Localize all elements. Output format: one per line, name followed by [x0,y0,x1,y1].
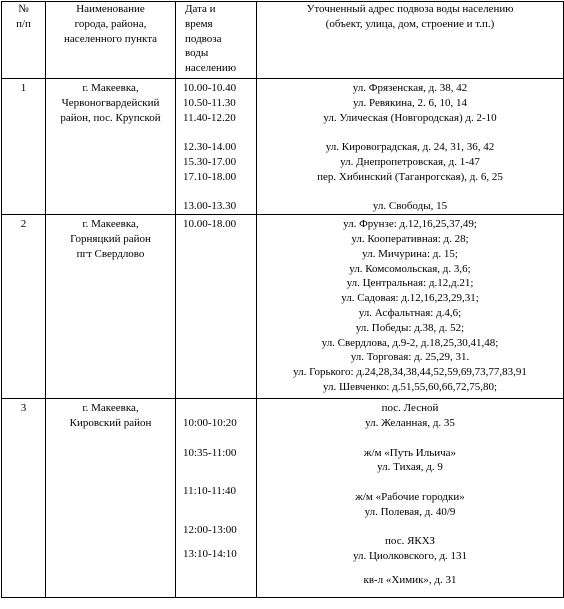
address-line: ул. Торговая: д. 25,29, 31. [350,351,470,364]
header-address [257,2,564,79]
time-slot: 11.40-12.20 [183,111,236,124]
address-line: ул. Комсомольская, д. 3,6; [349,262,471,275]
spacer [257,125,563,140]
spacer [257,520,563,535]
header-num-line: п/п [16,17,31,30]
time-slot: 10.00-18.00 [183,218,237,231]
time-slot: 10.50-11.30 [183,96,236,109]
place-line: пгт Свердлово [76,247,145,260]
address-line: ул. Мичурина: д. 15; [362,247,458,260]
row-addresses [257,215,564,399]
table-row [2,79,564,215]
address-line: ул. Циолковского, д. 131 [352,550,468,563]
header-num [2,2,46,79]
row-place [46,399,176,598]
address-line: ул. Желанная, д. 35 [365,416,455,429]
header-row [2,2,564,79]
header-address-line: (объект, улица, дом, строение и т.п.) [325,17,495,30]
spacer [183,538,256,547]
address-line: ул. Тихая, д. 9 [377,461,443,474]
address-line: кв-л «Химик», д. 31 [363,573,457,586]
spacer [257,431,563,446]
address-line: пос. ЯКХЗ [385,535,435,548]
address-line: ул. Улическая (Новгородская) д. 2-10 [323,111,497,124]
spacer [183,401,256,416]
header-place [46,2,176,79]
spacer [183,185,256,200]
address-line: ул. Шевченко: д.51,55,60,66,72,75,80; [322,380,498,393]
header-place-line: города, района, [74,17,147,30]
row-place [46,79,176,215]
time-slot: 10:00-10:20 [183,416,237,429]
header-date-line: населению [185,62,237,75]
place-line: г. Макеевка, [82,218,139,231]
address-line: ул. Свердлова, д.9-2, д.18,25,30,41,48; [321,336,499,349]
time-slot: 10:35-11:00 [183,446,237,459]
place-line: г. Макеевка, [82,402,139,415]
time-slot: 15.30-17.00 [183,155,237,168]
row-times [176,79,257,215]
row-times [176,215,257,399]
header-date-line: Дата и [185,3,216,15]
row-addresses [257,79,564,215]
header-place-line: населенного пункта [63,32,158,45]
place-line: Горняцкий район [70,232,151,245]
address-line: ул. Фрязенская, д. 38, 42 [352,82,468,94]
time-slot: 11:10-11:40 [183,485,236,498]
address-line: пер. Хибинский (Таганрогская), д. 6, 25 [317,170,503,183]
address-line: ул. Асфальтная: д.4,6; [358,306,462,319]
spacer [183,460,256,475]
address-line: ул. Кооперативная: д. 28; [351,232,469,245]
row-number: 3 [2,399,46,598]
row-number: 2 [2,215,46,399]
place-line: Кировский район [69,416,152,429]
spacer [257,564,563,573]
address-line: ул. Ревякина, 2. 6, 10, 14 [353,96,467,109]
spacer [183,431,256,446]
time-slot: 13.00-13.30 [183,200,237,213]
header-num-line: № [18,3,29,15]
time-slot: 10.00-10.40 [183,82,237,94]
row-number: 1 [2,79,46,215]
place-line: район, пос. Крупской [60,111,161,124]
row-place [46,215,176,399]
place-line: г. Макеевка, [82,82,139,94]
time-slot: 17.10-18.00 [183,170,237,183]
address-line: ж/м «Рабочие городки» [355,490,465,503]
header-date-line: подвоза [185,32,222,45]
table-row [2,399,564,598]
address-line: ул. Фрунзе: д.12,16,25,37,49; [343,218,477,231]
header-date-line: воды [185,47,209,60]
row-times [176,399,257,598]
address-line: ул. Кировоградская, д. 24, 31, 36, 42 [325,141,495,154]
spacer [257,185,563,200]
time-slot: 13:10-14:10 [183,547,237,560]
time-slot: 12:00-13:00 [183,523,237,536]
address-line: пос. Лесной [381,402,439,415]
address-line: ул. Центральная: д.12,д.21; [346,277,474,290]
header-date [176,2,257,79]
place-line: Червоногвардейский [61,96,160,109]
row-addresses [257,399,564,598]
address-line: ул. Свободы, 15 [372,200,448,213]
header-date-line: время [185,17,213,30]
water-delivery-table [1,1,564,598]
address-line: ул. Победы: д.38, д. 52; [355,321,465,334]
address-line: ул. Горького: д.24,28,34,38,44,52,59,69,73,77,83,91 [293,366,527,379]
address-line: ул. Днепропетровская, д. 1-47 [340,155,480,168]
header-address-line: Уточненный адрес подвоза воды населению [306,3,514,15]
table-row [2,215,564,399]
address-line: ж/м «Путь Ильича» [363,446,457,459]
spacer [183,475,256,484]
header-place-line: Наименование [76,3,145,15]
time-slot: 12.30-14.00 [183,141,237,154]
spacer [183,514,256,523]
spacer [183,499,256,514]
address-line: ул. Садовая: д.12,16,23,29,31; [341,292,479,305]
spacer [183,125,256,140]
address-line: ул. Полевая, д. 40/9 [364,505,456,518]
spacer [257,475,563,490]
